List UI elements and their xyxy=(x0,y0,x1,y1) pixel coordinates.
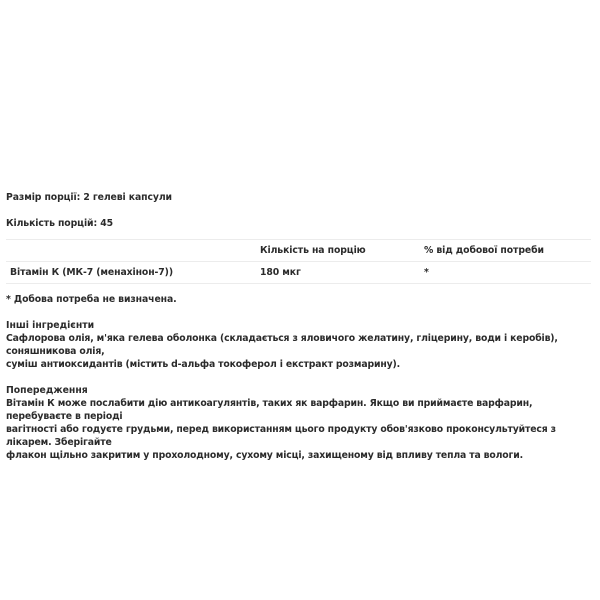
other-ingredients-line: Сафлорова олія, м'яка гелева оболонка (складається з яловичого желатину, гліцерину, води і керобів), соняшникова олія, xyxy=(6,333,558,357)
other-ingredients-line: суміш антиоксидантів (містить d-альфа токоферол і екстракт розмарину). xyxy=(6,359,400,370)
warnings-line: флакон щільно закритим у прохолодному, сухому місці, захищеному від впливу тепла та вологи. xyxy=(6,450,523,461)
header-amount-per-serving: Кількість на порцію xyxy=(256,240,420,262)
daily-value-footnote: * Добова потреба не визначена. xyxy=(6,294,177,305)
table-row xyxy=(6,262,591,284)
warnings-line: Вітамін К може послабити дію антикоагулянтів, таких як варфарин. Якщо ви приймаєте варфарин, перебуваєте в періоді xyxy=(6,398,533,422)
header-ingredient xyxy=(6,240,256,262)
serving-size: Размір порції: 2 гелеві капсули xyxy=(6,192,172,203)
ingredient-daily-value: * xyxy=(420,262,591,284)
other-ingredients-title: Інші інгредієнти xyxy=(6,320,95,331)
supplement-facts-document xyxy=(6,191,592,462)
warnings-section xyxy=(6,384,592,462)
other-ingredients-section xyxy=(6,319,592,371)
warnings-line: вагітності або годуєте грудьми, перед використанням цього продукту обов'язково проконсультуйтеся з лікарем. Зберігайте xyxy=(6,424,556,448)
ingredient-name: Вітамін К (МК-7 (менахінон-7)) xyxy=(6,262,256,284)
header-daily-value: % від добової потреби xyxy=(420,240,591,262)
servings-per-container: Кількість порцій: 45 xyxy=(6,218,113,229)
nutrition-table xyxy=(6,239,591,284)
warnings-title: Попередження xyxy=(6,385,88,396)
table-header-row xyxy=(6,240,591,262)
ingredient-amount: 180 мкг xyxy=(256,262,420,284)
